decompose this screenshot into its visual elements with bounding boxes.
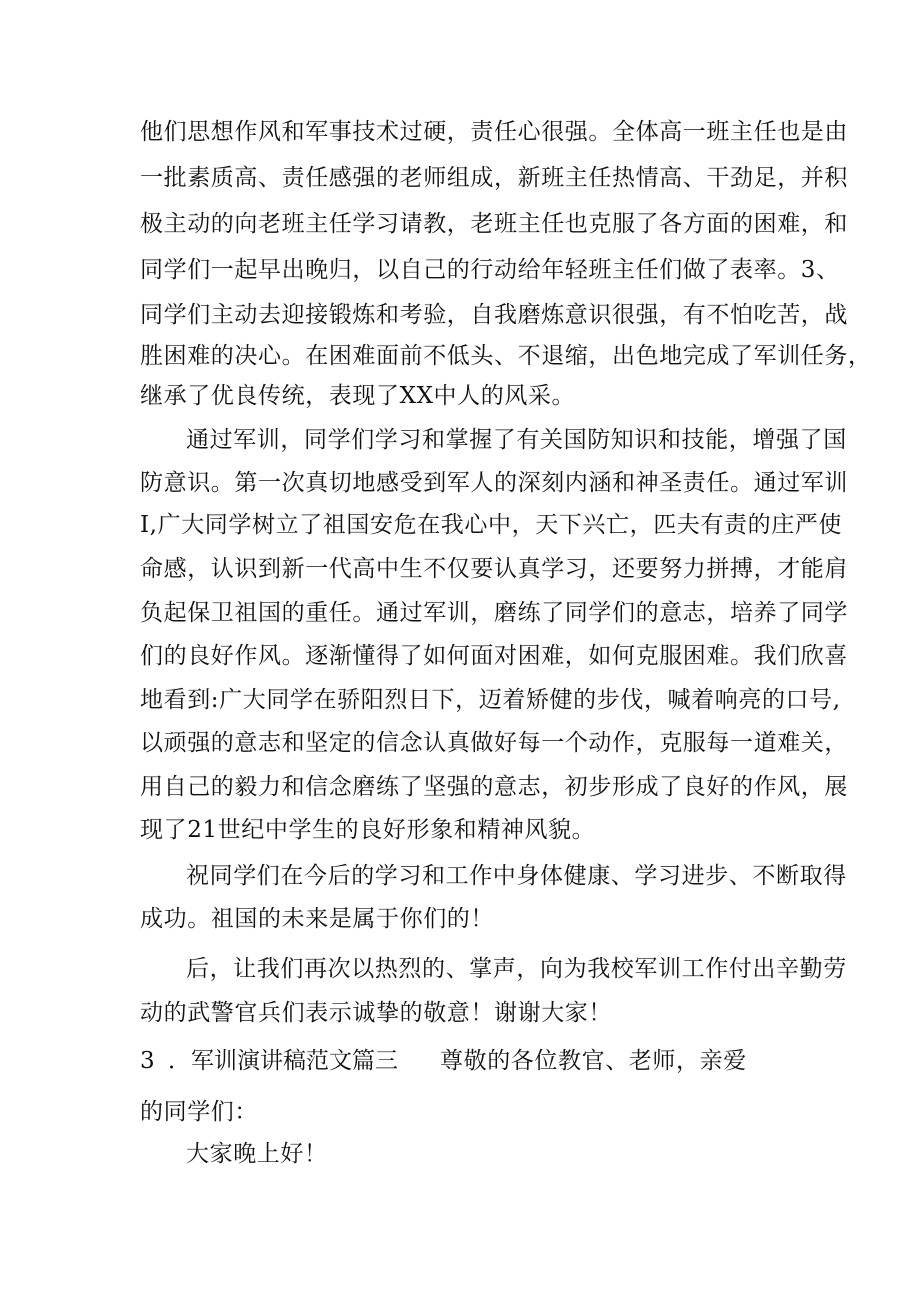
section-title: ．军训演讲稿范文篇三 [167, 1048, 398, 1074]
paragraph-3-line: 祝同学们在今后的学习和工作中身体健康、学习进步、不断取得 [186, 863, 847, 889]
section-heading [140, 1046, 398, 1076]
paragraph-2-line: 用自己的毅力和信念磨练了坚强的意志，初步形成了良好的作风，展 [140, 774, 848, 800]
paragraph-1-line: 同学们一起早出晚归，以自己的行动给年轻班主任们做了表率。3、 [140, 257, 840, 283]
paragraph-2-line: 命感，认识到新一代高中生不仅要认真学习，还要努力拼搏，才能肩 [140, 556, 848, 582]
paragraph-1-line: 极主动的向老班主任学习请教，老班主任也克服了各方面的困难，和 [140, 211, 848, 237]
paragraph-1-line: 胜困难的决心。在困难面前不低头、不退缩，出色地完成了军训任务， [140, 343, 872, 369]
paragraph-2-line: 现了21世纪中学生的良好形象和精神风貌。 [140, 817, 596, 843]
paragraph-2-line: 地看到:广大同学在骄阳烈日下，迈着矫健的步伐，喊着响亮的口号, [140, 687, 841, 713]
paragraph-4-line: 后，让我们再次以热烈的、掌声，向为我校军训工作付出辛勤劳 [186, 956, 847, 982]
paragraph-4-line: 动的武警官兵们表示诚挚的敬意！谢谢大家！ [140, 1000, 612, 1026]
salutation-start: 尊敬的各位教官、老师，亲爱 [440, 1048, 747, 1074]
paragraph-2-line: 们的良好作风。逐渐懂得了如何面对困难，如何克服困难。我们欣喜 [140, 643, 848, 669]
paragraph-2-line: 以顽强的意志和坚定的信念认真做好每一个动作，克服每一道难关， [140, 730, 848, 756]
salutation-end: 的同学们： [140, 1099, 258, 1125]
paragraph-2-line: 通过军训，同学们学习和掌握了有关国防知识和技能，增强了国 [186, 427, 847, 453]
paragraph-3-line: 成功。祖国的未来是属于你们的！ [140, 906, 494, 932]
paragraph-1-line: 一批素质高、责任感强的老师组成，新班主任热情高、干劲足，并积 [140, 165, 848, 191]
section-number: 3 [140, 1048, 155, 1074]
greeting: 大家晚上好！ [186, 1141, 328, 1167]
paragraph-2-line: 防意识。第一次真切地感受到军人的深刻内涵和神圣责任。通过军训 [140, 470, 848, 496]
paragraph-1-line: 他们思想作风和军事技术过硬，责任心很强。全体高一班主任也是由 [140, 119, 848, 145]
paragraph-1-line: 继承了优良传统，表现了XX中人的风采。 [140, 383, 576, 409]
paragraph-1-line: 同学们主动去迎接锻炼和考验，自我磨炼意识很强，有不怕吃苦，战 [140, 302, 848, 328]
paragraph-2-line: 负起保卫祖国的重任。通过军训，磨练了同学们的意志，培养了同学 [140, 600, 848, 626]
paragraph-2-line: I,广大同学树立了祖国安危在我心中，天下兴亡，匹夫有责的庄严使 [140, 512, 842, 538]
